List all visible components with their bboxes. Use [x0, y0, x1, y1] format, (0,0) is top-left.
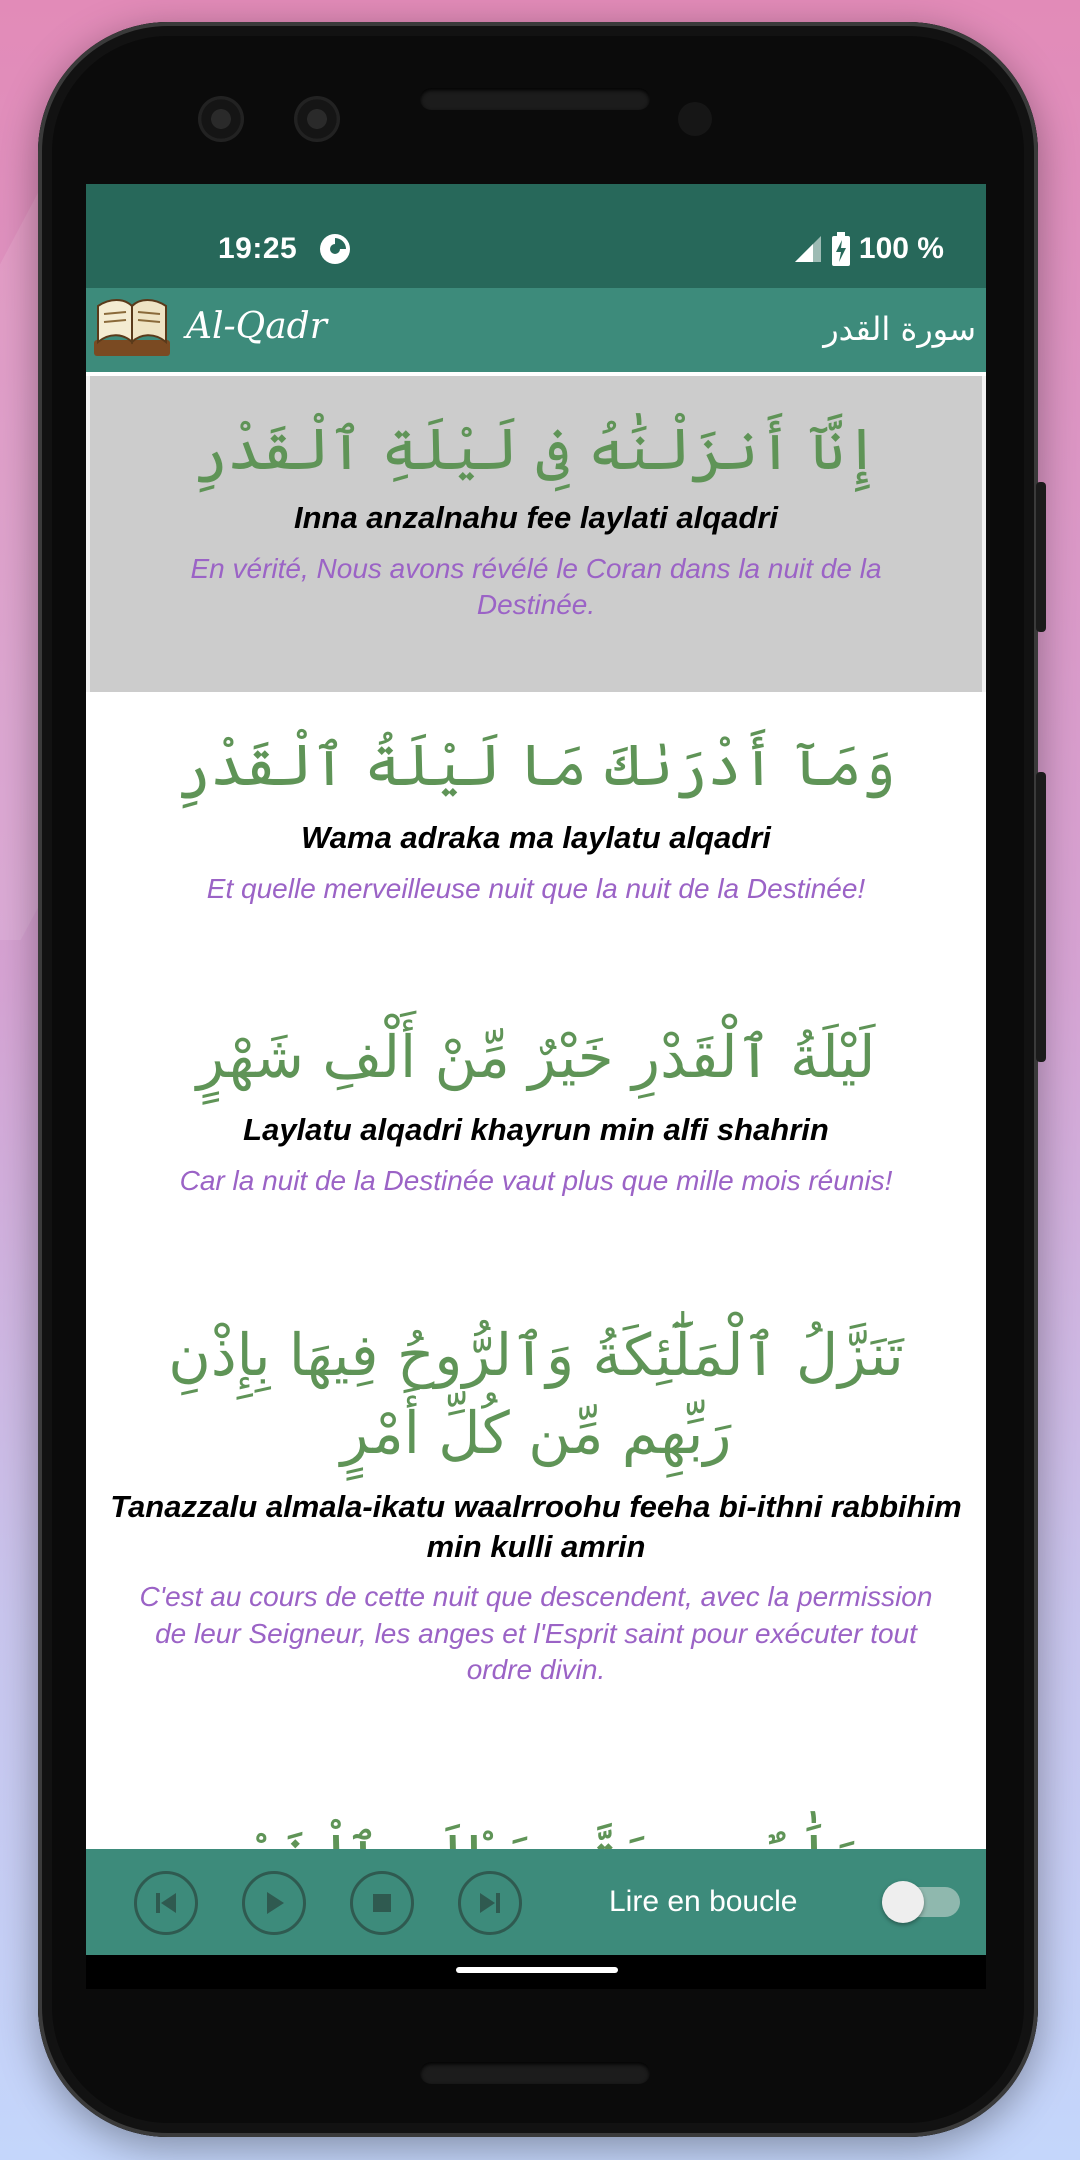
verse-transliteration: Tanazzalu almala-ikatu waalrroohu feeha bi-ithni rabbihim min kulli amrin: [110, 1488, 962, 1564]
verse-translation: Car la nuit de la Destinée vaut plus que mille mois réunis!: [179, 1164, 893, 1196]
power-button: [1036, 482, 1046, 632]
stop-button[interactable]: [350, 1871, 414, 1935]
loop-toggle-knob[interactable]: [882, 1881, 924, 1923]
loop-toggle[interactable]: [888, 1887, 960, 1917]
verse-list[interactable]: [86, 376, 986, 1849]
next-button[interactable]: [458, 1871, 522, 1935]
verse-item-2[interactable]: [86, 706, 986, 907]
surah-title: Al-Qadr: [186, 306, 327, 347]
front-camera-left: [198, 96, 244, 142]
battery-icon: [831, 232, 851, 266]
play-button[interactable]: [242, 1871, 306, 1935]
verse-transliteration: Inna anzalnahu fee laylati alqadri: [293, 500, 779, 536]
status-bar: [86, 184, 986, 288]
book-icon[interactable]: [92, 296, 172, 360]
status-right: [793, 232, 944, 266]
battery-percent: 100 %: [858, 232, 944, 265]
skip-previous-icon: [152, 1889, 180, 1917]
verse-translation: En vérité, Nous avons révélé le Coran dans la nuit de la Destinée.: [190, 552, 882, 620]
volume-button: [1036, 772, 1046, 1062]
verse-arabic: تَنَزَّلُ ٱلْمَلَٰٓئِكَةُ وَٱلرُّوحُ فِيهَا بِإِذْنِ رَبِّهِم مِّن كُلِّ أَمْرٍ: [168, 1321, 904, 1468]
earpiece-speaker: [420, 88, 650, 110]
verse-translation: C'est au cours de cette nuit que descendent, avec la permission de leur Seigneur, les anges et l'Esprit saint pour exécuter tout ordre divin.: [139, 1581, 933, 1685]
status-time: 19:25: [218, 232, 298, 265]
front-camera-right: [294, 96, 340, 142]
audio-player-bar: [86, 1849, 986, 1955]
verse-transliteration: Wama adraka ma laylatu alqadri: [301, 820, 771, 856]
skip-next-icon: [476, 1889, 504, 1917]
stop-icon: [370, 1891, 394, 1915]
home-gesture-pill[interactable]: [456, 1967, 618, 1973]
loop-label: Lire en boucle: [609, 1885, 798, 1918]
navigation-bar: [86, 1955, 986, 1989]
verse-item-3[interactable]: [86, 998, 986, 1199]
proximity-sensor: [678, 102, 712, 136]
verse-arabic: إِنَّآ أَنزَلْنَٰهُ فِى لَيْلَةِ ٱلْقَدْرِ: [193, 415, 879, 483]
verse-arabic: وَمَآ أَدْرَىٰكَ مَا لَيْلَةُ ٱلْقَدْرِ: [176, 731, 896, 799]
verse-item-4[interactable]: [86, 1296, 986, 1688]
bottom-bezel: [420, 2062, 650, 2084]
screen: [86, 184, 986, 1989]
play-icon: [260, 1889, 288, 1917]
verse-item-1[interactable]: [86, 376, 986, 692]
app-bar: [86, 288, 986, 376]
signal-icon: [793, 234, 823, 264]
previous-button[interactable]: [134, 1871, 198, 1935]
surah-title-arabic: سورة القدر: [823, 310, 976, 348]
verse-translation: Et quelle merveilleuse nuit que la nuit de la Destinée!: [206, 872, 866, 904]
verse-arabic: لَيْلَةُ ٱلْقَدْرِ خَيْرٌ مِّنْ أَلْفِ شَهْرٍ: [196, 1023, 876, 1091]
verse-transliteration: Laylatu alqadri khayrun min alfi shahrin: [243, 1112, 829, 1148]
data-saver-icon: [318, 232, 352, 266]
